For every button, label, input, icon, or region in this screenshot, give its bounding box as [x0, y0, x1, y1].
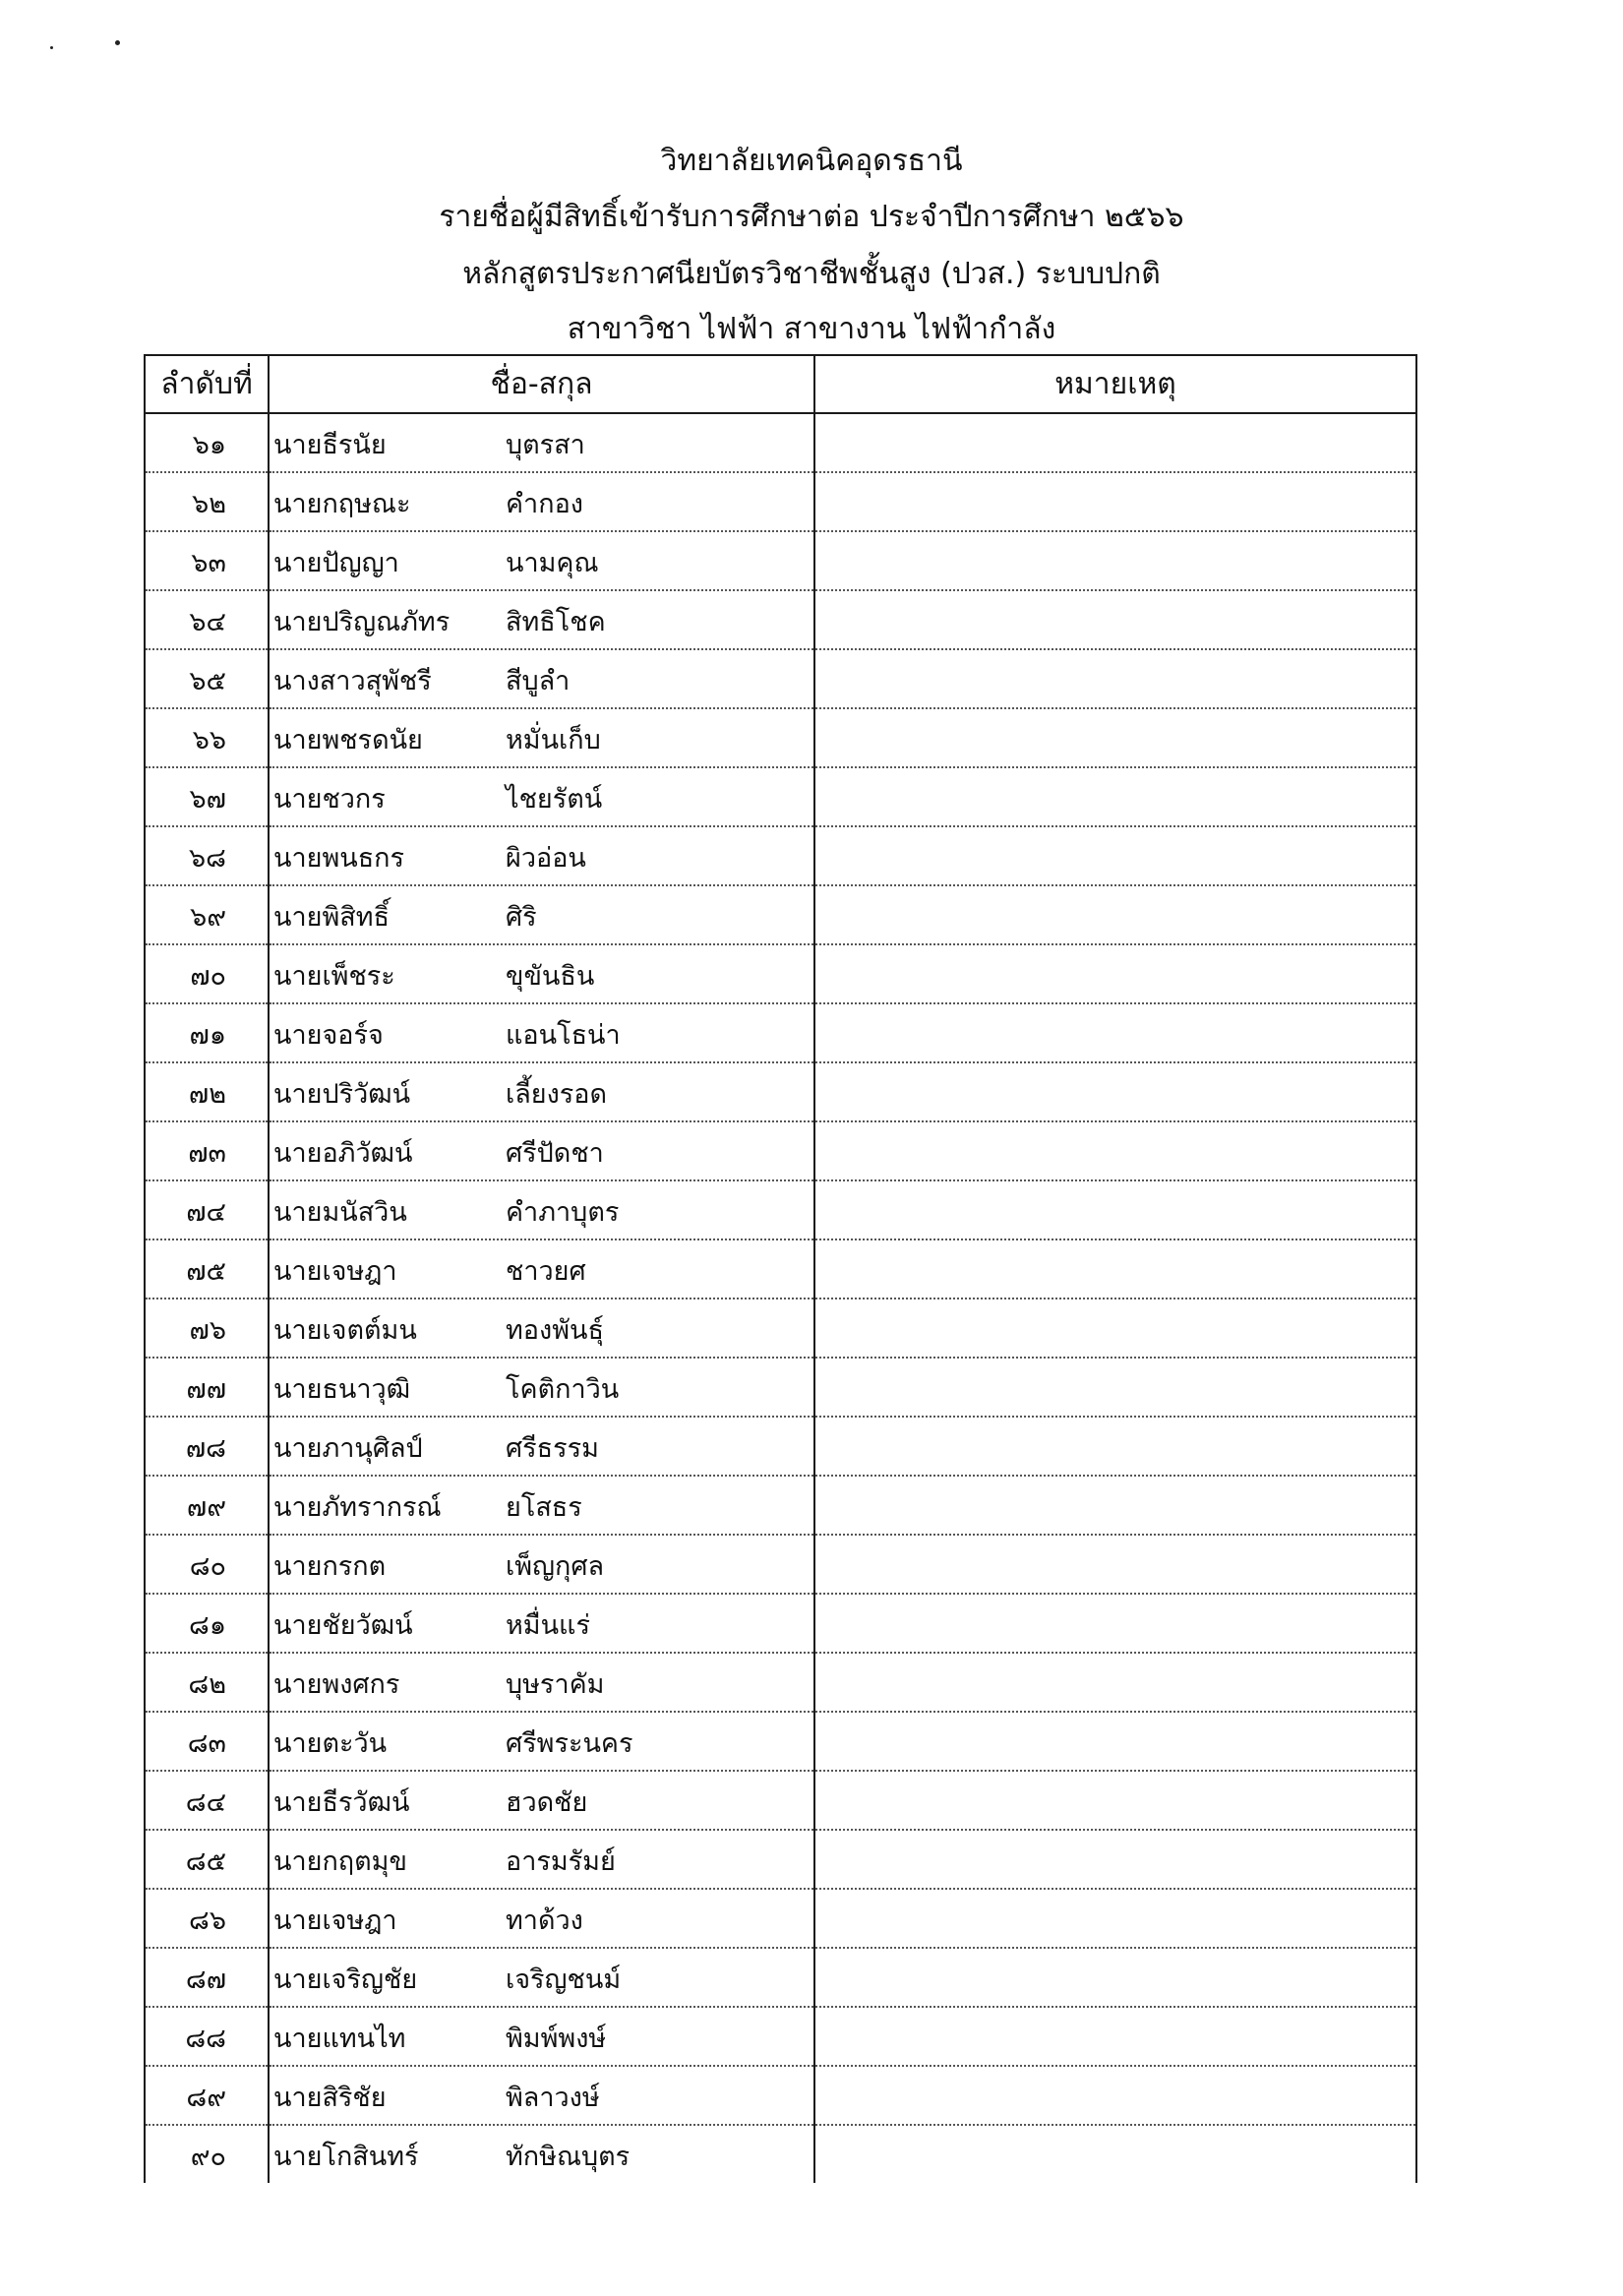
row-number: ๗๔	[145, 1180, 269, 1239]
row-full-name	[269, 2066, 814, 2125]
last-name: แอนโธน่า	[506, 1020, 621, 1051]
last-name: อารมรัมย์	[506, 1846, 616, 1877]
list-title: รายชื่อผู้มีสิทธิ์เข้ารับการศึกษาต่อ ประจำปีการศึกษา ๒๕๖๖	[439, 200, 1184, 234]
table-row	[145, 885, 1416, 944]
row-note	[814, 1830, 1416, 1889]
row-number: ๘๓	[145, 1712, 269, 1771]
row-note	[814, 1062, 1416, 1121]
row-number: ๖๒	[145, 472, 269, 531]
row-full-name	[269, 1417, 814, 1476]
row-note	[814, 885, 1416, 944]
last-name: ทักษิณบุตร	[506, 2142, 631, 2172]
row-number: ๗๐	[145, 944, 269, 1003]
first-name: นายจอร์จ	[273, 1020, 384, 1051]
program-title: หลักสูตรประกาศนียบัตรวิชาชีพชั้นสูง (ปวส.) ระบบปกติ	[462, 257, 1161, 291]
row-note	[814, 708, 1416, 767]
row-note	[814, 1889, 1416, 1948]
first-name: นายเจริญชัย	[273, 1964, 418, 1995]
row-note	[814, 2007, 1416, 2066]
row-note	[814, 1653, 1416, 1712]
last-name: หมื่นแร่	[506, 1610, 590, 1641]
row-full-name	[269, 2125, 814, 2183]
row-note	[814, 1594, 1416, 1653]
last-name: โคติกาวิน	[506, 1374, 620, 1405]
first-name: นายพิสิทธิ์	[273, 902, 390, 933]
table-row	[145, 826, 1416, 885]
table-row	[145, 1417, 1416, 1476]
row-full-name	[269, 413, 814, 472]
row-full-name	[269, 1771, 814, 1830]
row-note	[814, 2066, 1416, 2125]
row-full-name	[269, 1712, 814, 1771]
row-number: ๖๑	[145, 413, 269, 472]
major-title: สาขาวิชา ไฟฟ้า สาขางาน ไฟฟ้ากำลัง	[567, 312, 1056, 346]
row-full-name	[269, 1948, 814, 2007]
row-number: ๗๘	[145, 1417, 269, 1476]
row-note	[814, 1417, 1416, 1476]
college-name: วิทยาลัยเทคนิคอุดรธานี	[660, 144, 963, 178]
table-row	[145, 1121, 1416, 1180]
last-name: เลี้ยงรอด	[506, 1079, 608, 1110]
row-note	[814, 2125, 1416, 2183]
table-row	[145, 2066, 1416, 2125]
row-full-name	[269, 1062, 814, 1121]
table-row	[145, 1180, 1416, 1239]
first-name: นายภานุศิลป์	[273, 1433, 423, 1464]
row-note	[814, 1299, 1416, 1358]
first-name: นายกฤษณะ	[273, 489, 411, 519]
table-row	[145, 1358, 1416, 1417]
row-full-name	[269, 1239, 814, 1299]
table-row	[145, 2125, 1416, 2183]
last-name: บุตรสา	[506, 430, 585, 460]
row-full-name	[269, 944, 814, 1003]
last-name: คำภาบุตร	[506, 1197, 620, 1228]
last-name: ศรีธรรม	[506, 1433, 599, 1464]
table-row	[145, 1712, 1416, 1771]
table-row	[145, 1239, 1416, 1299]
row-note	[814, 1239, 1416, 1299]
last-name: ผิวอ่อน	[506, 843, 586, 874]
row-full-name	[269, 1299, 814, 1358]
last-name: ทองพันธุ์	[506, 1315, 604, 1346]
last-name: ฮวดชัย	[506, 1787, 588, 1818]
table-row	[145, 944, 1416, 1003]
row-number: ๘๖	[145, 1889, 269, 1948]
table-row	[145, 531, 1416, 590]
first-name: นายพชรดนัย	[273, 725, 423, 755]
first-name: นายชวกร	[273, 784, 386, 815]
row-full-name	[269, 826, 814, 885]
row-number: ๖๗	[145, 767, 269, 826]
last-name: ศรีพระนคร	[506, 1728, 633, 1759]
table-row	[145, 472, 1416, 531]
row-number: ๗๖	[145, 1299, 269, 1358]
table-row	[145, 649, 1416, 708]
last-name: หมั่นเก็บ	[506, 725, 601, 755]
row-full-name	[269, 767, 814, 826]
last-name: ศรีปัดชา	[506, 1138, 604, 1169]
row-full-name	[269, 649, 814, 708]
last-name: พิมพ์พงษ์	[506, 2024, 607, 2054]
row-number: ๖๕	[145, 649, 269, 708]
row-full-name	[269, 1121, 814, 1180]
last-name: ศิริ	[506, 902, 537, 933]
row-number: ๗๗	[145, 1358, 269, 1417]
scan-speck	[115, 40, 120, 45]
row-full-name	[269, 708, 814, 767]
row-full-name	[269, 1358, 814, 1417]
last-name: นามคุณ	[506, 548, 599, 578]
table-row	[145, 708, 1416, 767]
first-name: นายสิริชัย	[273, 2083, 387, 2113]
row-number: ๖๙	[145, 885, 269, 944]
first-name: นายเจษฎา	[273, 1905, 397, 1936]
first-name: นายธีรวัฒน์	[273, 1787, 410, 1818]
row-note	[814, 767, 1416, 826]
row-note	[814, 1121, 1416, 1180]
row-number: ๗๒	[145, 1062, 269, 1121]
table-row	[145, 1889, 1416, 1948]
roster-table-wrap	[144, 354, 1415, 2172]
table-header-row	[145, 355, 1416, 413]
first-name: นายกฤตมุข	[273, 1846, 407, 1877]
row-number: ๘๘	[145, 2007, 269, 2066]
row-number: ๖๓	[145, 531, 269, 590]
first-name: นายปัญญา	[273, 548, 399, 578]
row-note	[814, 944, 1416, 1003]
row-note	[814, 1535, 1416, 1594]
last-name: ชาวยศ	[506, 1256, 586, 1287]
roster-table	[144, 354, 1417, 2183]
table-row	[145, 1830, 1416, 1889]
row-note	[814, 1003, 1416, 1062]
row-note	[814, 531, 1416, 590]
row-number: ๖๘	[145, 826, 269, 885]
row-number: ๘๙	[145, 2066, 269, 2125]
row-note	[814, 649, 1416, 708]
table-row	[145, 2007, 1416, 2066]
first-name: นายธีรนัย	[273, 430, 387, 460]
table-row	[145, 1535, 1416, 1594]
last-name: ทาด้วง	[506, 1905, 583, 1936]
row-number: ๘๗	[145, 1948, 269, 2007]
first-name: นายปริญณภัทร	[273, 607, 451, 637]
first-name: นายเพ็ชระ	[273, 961, 395, 992]
table-row	[145, 1771, 1416, 1830]
last-name: ไชยรัตน์	[506, 784, 603, 815]
row-note	[814, 590, 1416, 649]
row-full-name	[269, 590, 814, 649]
row-number: ๙๐	[145, 2125, 269, 2183]
last-name: พิลาวงษ์	[506, 2083, 600, 2113]
header-note: หมายเหตุ	[814, 355, 1416, 413]
table-row	[145, 413, 1416, 472]
table-row	[145, 1948, 1416, 2007]
row-full-name	[269, 2007, 814, 2066]
header-number: ลำดับที่	[145, 355, 269, 413]
first-name: นายเจตต์มน	[273, 1315, 417, 1346]
first-name: นายภัทรากรณ์	[273, 1492, 442, 1523]
row-note	[814, 1180, 1416, 1239]
last-name: เจริญชนม์	[506, 1964, 622, 1995]
last-name: สิทธิโชค	[506, 607, 606, 637]
table-body	[145, 413, 1416, 2183]
row-full-name	[269, 1594, 814, 1653]
first-name: นายกรกต	[273, 1551, 387, 1582]
row-full-name	[269, 1889, 814, 1948]
row-number: ๘๑	[145, 1594, 269, 1653]
table-row	[145, 1003, 1416, 1062]
row-number: ๗๑	[145, 1003, 269, 1062]
row-number: ๖๖	[145, 708, 269, 767]
first-name: นายธนาวุฒิ	[273, 1374, 411, 1405]
last-name: สีบูลำ	[506, 666, 571, 696]
last-name: ยโสธร	[506, 1492, 582, 1523]
row-full-name	[269, 1476, 814, 1535]
header-name: ชื่อ-สกุล	[269, 355, 814, 413]
row-number: ๗๙	[145, 1476, 269, 1535]
row-note	[814, 1358, 1416, 1417]
table-row	[145, 590, 1416, 649]
row-full-name	[269, 1830, 814, 1889]
table-row	[145, 1476, 1416, 1535]
first-name: นายอภิวัฒน์	[273, 1138, 413, 1169]
table-row	[145, 1062, 1416, 1121]
row-full-name	[269, 1535, 814, 1594]
first-name: นางสาวสุพัชรี	[273, 666, 432, 696]
row-full-name	[269, 1003, 814, 1062]
scan-speck	[50, 46, 53, 49]
table-row	[145, 767, 1416, 826]
first-name: นายมนัสวิน	[273, 1197, 407, 1228]
row-number: ๘๔	[145, 1771, 269, 1830]
last-name: ขุขันธิน	[506, 961, 595, 992]
row-note	[814, 1948, 1416, 2007]
row-full-name	[269, 885, 814, 944]
last-name: เพ็ญกุศล	[506, 1551, 605, 1582]
table-row	[145, 1653, 1416, 1712]
first-name: นายแทนไท	[273, 2024, 406, 2054]
row-note	[814, 1771, 1416, 1830]
first-name: นายพนธกร	[273, 843, 405, 874]
row-full-name	[269, 531, 814, 590]
row-note	[814, 826, 1416, 885]
row-number: ๗๕	[145, 1239, 269, 1299]
row-number: ๘๕	[145, 1830, 269, 1889]
table-row	[145, 1299, 1416, 1358]
table-row	[145, 1594, 1416, 1653]
first-name: นายโกสินทร์	[273, 2142, 419, 2172]
first-name: นายตะวัน	[273, 1728, 388, 1759]
first-name: นายพงศกร	[273, 1669, 400, 1700]
first-name: นายเจษฎา	[273, 1256, 397, 1287]
first-name: นายชัยวัฒน์	[273, 1610, 413, 1641]
row-number: ๘๒	[145, 1653, 269, 1712]
row-full-name	[269, 1653, 814, 1712]
row-note	[814, 472, 1416, 531]
row-note	[814, 1712, 1416, 1771]
row-full-name	[269, 472, 814, 531]
row-note	[814, 413, 1416, 472]
row-number: ๘๐	[145, 1535, 269, 1594]
row-note	[814, 1476, 1416, 1535]
last-name: บุษราคัม	[506, 1669, 605, 1700]
row-number: ๗๓	[145, 1121, 269, 1180]
row-number: ๖๔	[145, 590, 269, 649]
first-name: นายปริวัฒน์	[273, 1079, 411, 1110]
row-full-name	[269, 1180, 814, 1239]
last-name: คำกอง	[506, 489, 583, 519]
